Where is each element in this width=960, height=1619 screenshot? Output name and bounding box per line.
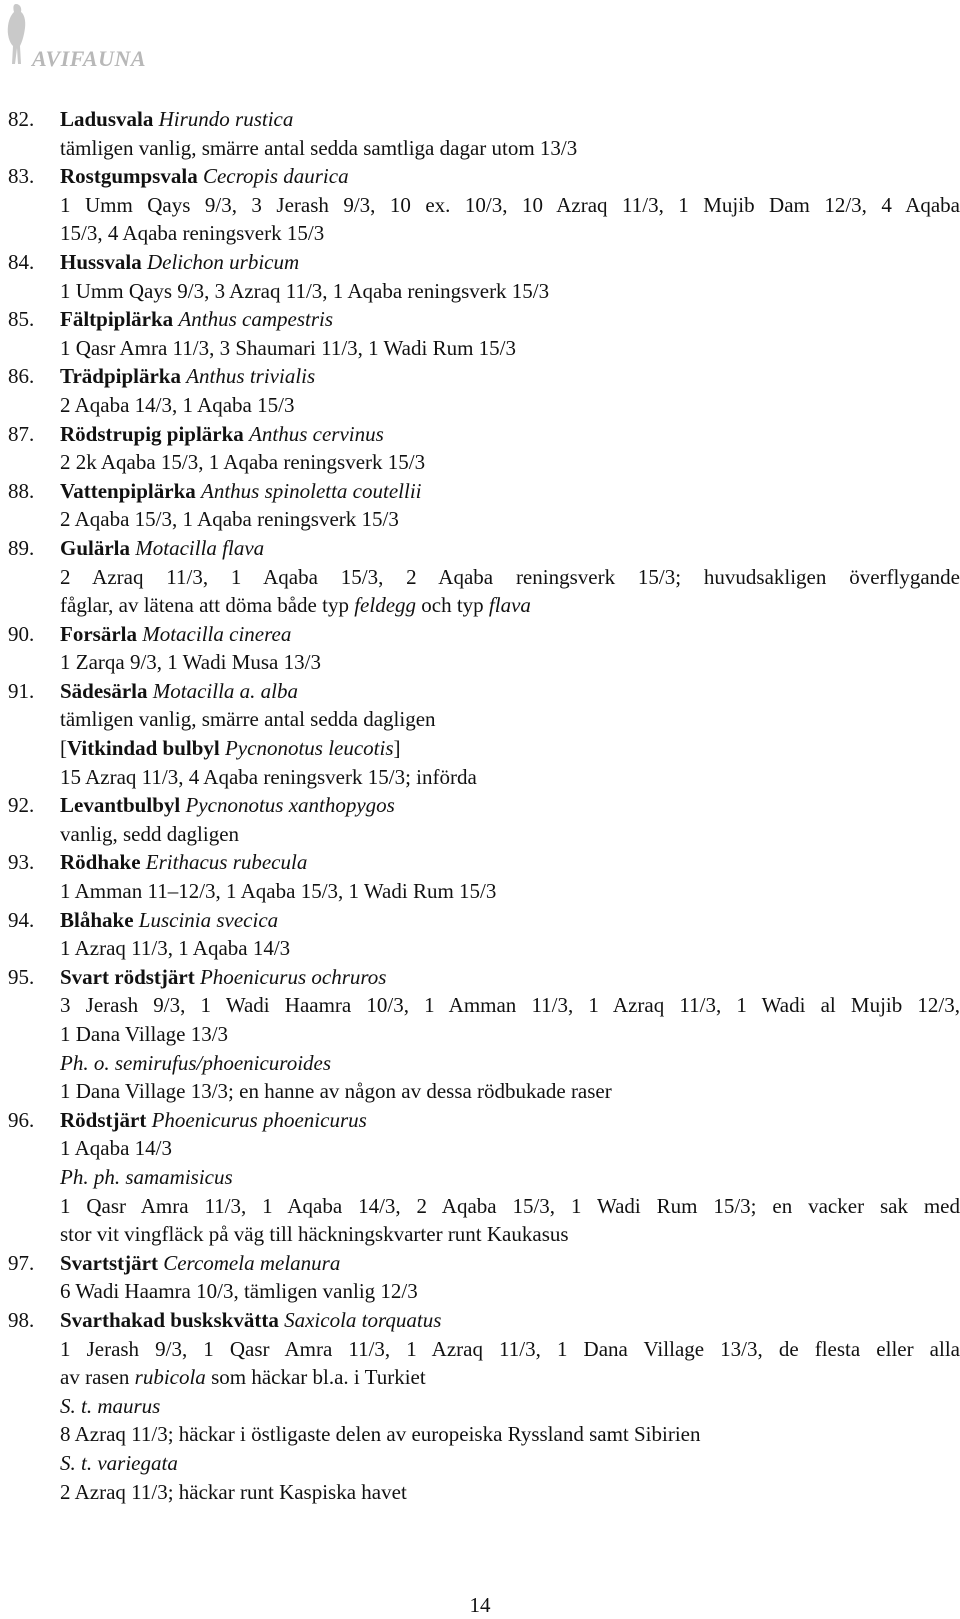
text-run: 1 Umm Qays 9/3, 3 Jerash 9/3, 10 ex. 10/3, 10 Azraq 11/3, 1 Mujib Dam 12/3, 4 Aqaba: [60, 192, 960, 217]
species-heading-line: [0, 848, 960, 877]
text-run: 2 Azraq 11/3; häckar runt Kaspiska havet: [60, 1479, 407, 1504]
line-text: [60, 277, 549, 306]
scientific-name: Delichon urbicum: [146, 249, 300, 274]
entry-number: 92.: [8, 793, 35, 818]
species-heading-line: [0, 420, 960, 449]
line-text: [60, 191, 960, 220]
entry-text-line: [0, 1363, 960, 1392]
entry-text-line: [0, 1134, 960, 1163]
species-heading-line: [0, 1306, 960, 1335]
line-text: [60, 848, 307, 877]
scientific-name: Saxicola torquatus: [284, 1307, 442, 1332]
line-text: [60, 677, 298, 706]
text-run: av rasen: [60, 1365, 135, 1390]
line-text: [60, 1077, 612, 1106]
common-name: Forsärla: [60, 621, 137, 646]
text-run: 3 Jerash 9/3, 1 Wadi Haamra 10/3, 1 Amman 11/3, 1 Azraq 11/3, 1 Wadi al Mujib 12/3,: [60, 993, 960, 1018]
entry-text-line: [0, 648, 960, 677]
common-name: Gulärla: [60, 535, 131, 560]
entry-text-line: [0, 934, 960, 963]
line-text: [60, 1420, 700, 1449]
common-name: Blåhake: [60, 907, 134, 932]
avifauna-logo: [2, 2, 172, 72]
line-text: [60, 1277, 418, 1306]
scientific-name: Pycnonotus leucotis: [224, 736, 394, 761]
line-text: [60, 820, 239, 849]
entry-number: 84.: [8, 249, 35, 274]
scientific-name: Motacilla flava: [135, 535, 265, 560]
line-text: [60, 1306, 441, 1335]
entry-text-line: [0, 1020, 960, 1049]
scientific-name: Cecropis daurica: [202, 164, 349, 189]
text-run: 1 Umm Qays 9/3, 3 Azraq 11/3, 1 Aqaba reningsverk 15/3: [60, 278, 550, 303]
line-text: [60, 334, 516, 363]
entry-number: 85.: [8, 307, 35, 332]
species-list: [0, 105, 960, 1506]
text-run: 2 Aqaba 15/3, 1 Aqaba reningsverk 15/3: [60, 507, 399, 532]
entry-number: 88.: [8, 478, 35, 503]
scientific-name: S. t. variegata: [60, 1450, 178, 1475]
species-heading-line: [0, 963, 960, 992]
entry-text-line: [0, 1478, 960, 1507]
common-name: Ladusvala: [60, 107, 154, 131]
entry-number: 83.: [8, 164, 35, 189]
common-name: Trädpiplärka: [60, 364, 181, 389]
entry-number: 82.: [8, 107, 35, 131]
scientific-name: Motacilla cinerea: [142, 621, 292, 646]
scientific-name: Hirundo rustica: [158, 107, 294, 131]
line-text: [60, 563, 960, 592]
species-heading-line: [0, 677, 960, 706]
text-run: [: [60, 736, 67, 761]
text-run: 1 Jerash 9/3, 1 Qasr Amra 11/3, 1 Azraq 11/3, 1 Dana Village 13/3, de flesta eller alla: [60, 1336, 960, 1361]
entry-text-line: [0, 1077, 960, 1106]
species-heading-line: [0, 1249, 960, 1278]
scientific-name: Ph. o. semirufus/phoenicuroides: [60, 1050, 332, 1075]
text-run: stor vit vingfläck på väg till häckningskvarter runt Kaukasus: [60, 1222, 569, 1247]
scientific-name: Ph. ph. samamisicus: [60, 1164, 233, 1189]
line-text: [60, 648, 321, 677]
entry-number: 91.: [8, 678, 35, 703]
scientific-name: Pycnonotus xanthopygos: [185, 793, 395, 818]
scientific-name: rubicola: [134, 1365, 206, 1390]
entry-number: 87.: [8, 421, 35, 446]
line-text: [60, 162, 349, 191]
text-run: fåglar, av lätena att döma både typ: [60, 593, 355, 618]
text-run: 1 Zarqa 9/3, 1 Wadi Musa 13/3: [60, 650, 321, 675]
line-text: [60, 877, 496, 906]
species-heading-line: [0, 906, 960, 935]
line-text: [60, 906, 278, 935]
common-name: Vitkindad bulbyl: [67, 736, 220, 761]
scientific-name: Anthus trivialis: [186, 364, 316, 389]
scientific-name: Erithacus rubecula: [145, 850, 308, 875]
species-heading-line: [0, 362, 960, 391]
common-name: Vattenpiplärka: [60, 478, 196, 503]
line-text: [60, 763, 477, 792]
entry-text-line: [0, 277, 960, 306]
entry-text-line: [0, 820, 960, 849]
line-text: [60, 505, 399, 534]
line-text: [60, 1478, 407, 1507]
common-name: Rödhake: [60, 850, 141, 875]
entry-text-line: [0, 1163, 960, 1192]
species-heading-line: [0, 248, 960, 277]
entry-text-line: [0, 563, 960, 592]
line-text: [60, 420, 384, 449]
line-text: [60, 791, 395, 820]
scientific-name: Luscinia svecica: [138, 907, 279, 932]
line-text: [60, 134, 577, 163]
line-text: [60, 734, 401, 763]
line-text: [60, 534, 264, 563]
entry-text-line: [0, 991, 960, 1020]
scientific-name: Cercomela melanura: [163, 1250, 341, 1275]
entry-number: 93.: [8, 850, 35, 875]
line-text: [60, 991, 960, 1020]
entry-number: 95.: [8, 964, 35, 989]
entry-text-line: [0, 1220, 960, 1249]
line-text: [60, 448, 425, 477]
entry-text-line: [0, 391, 960, 420]
entry-text-line: [0, 448, 960, 477]
logo-wordmark: AVIFAUNA: [32, 46, 147, 71]
page-number: 14: [469, 1593, 491, 1617]
line-text: [60, 1049, 331, 1078]
line-text: [60, 1134, 172, 1163]
common-name: Sädesärla: [60, 678, 148, 703]
line-text: [60, 1392, 160, 1421]
line-text: [60, 248, 299, 277]
entry-text-line: [0, 1277, 960, 1306]
text-run: 1 Qasr Amra 11/3, 1 Aqaba 14/3, 2 Aqaba 15/3, 1 Wadi Rum 15/3; en vacker sak med: [60, 1193, 960, 1218]
text-run: 15 Azraq 11/3, 4 Aqaba reningsverk 15/3; införda: [60, 764, 477, 789]
entry-text-line: [0, 591, 960, 620]
line-text: [60, 620, 291, 649]
line-text: [60, 1335, 960, 1364]
common-name: Rostgumpsvala: [60, 164, 198, 189]
text-run: 6 Wadi Haamra 10/3, tämligen vanlig 12/3: [60, 1279, 418, 1304]
entry-number: 96.: [8, 1107, 35, 1132]
entry-number: 94.: [8, 907, 35, 932]
common-name: Hussvala: [60, 249, 142, 274]
line-text: [60, 362, 315, 391]
entry-text-line: [0, 877, 960, 906]
text-run: tämligen vanlig, smärre antal sedda samtliga dagar utom 13/3: [60, 135, 578, 160]
scientific-name: flava: [488, 593, 531, 618]
entry-number: 97.: [8, 1250, 35, 1275]
text-run: 8 Azraq 11/3; häckar i östligaste delen av europeiska Ryssland samt Sibirien: [60, 1422, 701, 1447]
common-name: Svarthakad buskskvätta: [60, 1307, 279, 1332]
species-heading-line: [0, 791, 960, 820]
line-text: [60, 934, 290, 963]
entry-number: 86.: [8, 364, 35, 389]
text-run: 1 Qasr Amra 11/3, 3 Shaumari 11/3, 1 Wadi Rum 15/3: [60, 335, 516, 360]
entry-text-line: [0, 1049, 960, 1078]
species-heading-line: [0, 162, 960, 191]
entry-text-line: [0, 334, 960, 363]
line-text: [60, 705, 436, 734]
common-name: Levantbulbyl: [60, 793, 181, 818]
scientific-name: feldegg: [354, 593, 417, 618]
line-text: [60, 105, 293, 134]
entry-text-line: [0, 734, 960, 763]
text-run: 1 Amman 11–12/3, 1 Aqaba 15/3, 1 Wadi Rum 15/3: [60, 879, 497, 904]
entry-number: 90.: [8, 621, 35, 646]
line-text: [60, 963, 386, 992]
species-heading-line: [0, 105, 960, 134]
entry-text-line: [0, 763, 960, 792]
common-name: Svart rödstjärt: [60, 964, 195, 989]
line-text: [60, 305, 333, 334]
line-text: [60, 591, 531, 620]
line-text: [60, 391, 294, 420]
text-run: som häckar bl.a. i Turkiet: [205, 1365, 426, 1390]
entry-text-line: [0, 1449, 960, 1478]
scientific-name: Anthus spinoletta coutellii: [201, 478, 422, 503]
entry-text-line: [0, 1192, 960, 1221]
text-run: och typ: [416, 593, 489, 618]
text-run: 1 Azraq 11/3, 1 Aqaba 14/3: [60, 936, 291, 961]
text-run: 2 Azraq 11/3, 1 Aqaba 15/3, 2 Aqaba reningsverk 15/3; huvudsakligen överflygande: [60, 564, 960, 589]
entry-text-line: [0, 705, 960, 734]
line-text: [60, 1449, 178, 1478]
text-run: tämligen vanlig, smärre antal sedda dagligen: [60, 707, 436, 732]
species-heading-line: [0, 477, 960, 506]
entry-text-line: [0, 1392, 960, 1421]
common-name: Svartstjärt: [60, 1250, 158, 1275]
common-name: Fältpiplärka: [60, 307, 174, 332]
line-text: [60, 219, 324, 248]
line-text: [60, 1192, 960, 1221]
text-run: 1 Dana Village 13/3: [60, 1022, 229, 1046]
text-run: ]: [393, 736, 401, 761]
common-name: Rödstrupig piplärka: [60, 421, 244, 446]
scientific-name: Phoenicurus phoenicurus: [151, 1107, 367, 1132]
text-run: 1 Aqaba 14/3: [60, 1136, 172, 1161]
entry-text-line: [0, 219, 960, 248]
entry-text-line: [0, 1335, 960, 1364]
line-text: [60, 1106, 367, 1135]
line-text: [60, 1020, 228, 1049]
line-text: [60, 1163, 233, 1192]
scientific-name: Anthus cervinus: [249, 421, 384, 446]
common-name: Rödstjärt: [60, 1107, 147, 1132]
text-run: 1 Dana Village 13/3; en hanne av någon av dessa rödbukade raser: [60, 1079, 612, 1104]
scientific-name: Anthus campestris: [178, 307, 334, 332]
scientific-name: Motacilla a. alba: [152, 678, 299, 703]
text-run: 2 2k Aqaba 15/3, 1 Aqaba reningsverk 15/3: [60, 450, 426, 475]
species-heading-line: [0, 620, 960, 649]
species-heading-line: [0, 534, 960, 563]
entry-text-line: [0, 134, 960, 163]
entry-number: 89.: [8, 535, 35, 560]
bird-silhouette-icon: [2, 2, 32, 68]
entry-text-line: [0, 191, 960, 220]
line-text: [60, 477, 422, 506]
line-text: [60, 1249, 340, 1278]
scientific-name: Phoenicurus ochruros: [199, 964, 387, 989]
species-heading-line: [0, 305, 960, 334]
entry-text-line: [0, 1420, 960, 1449]
text-run: vanlig, sedd dagligen: [60, 821, 240, 846]
entry-number: 98.: [8, 1307, 35, 1332]
text-run: 15/3, 4 Aqaba reningsverk 15/3: [60, 221, 325, 246]
line-text: [60, 1363, 426, 1392]
entry-text-line: [0, 505, 960, 534]
species-heading-line: [0, 1106, 960, 1135]
scientific-name: S. t. maurus: [60, 1393, 161, 1418]
text-run: 2 Aqaba 14/3, 1 Aqaba 15/3: [60, 392, 295, 417]
line-text: [60, 1220, 569, 1249]
